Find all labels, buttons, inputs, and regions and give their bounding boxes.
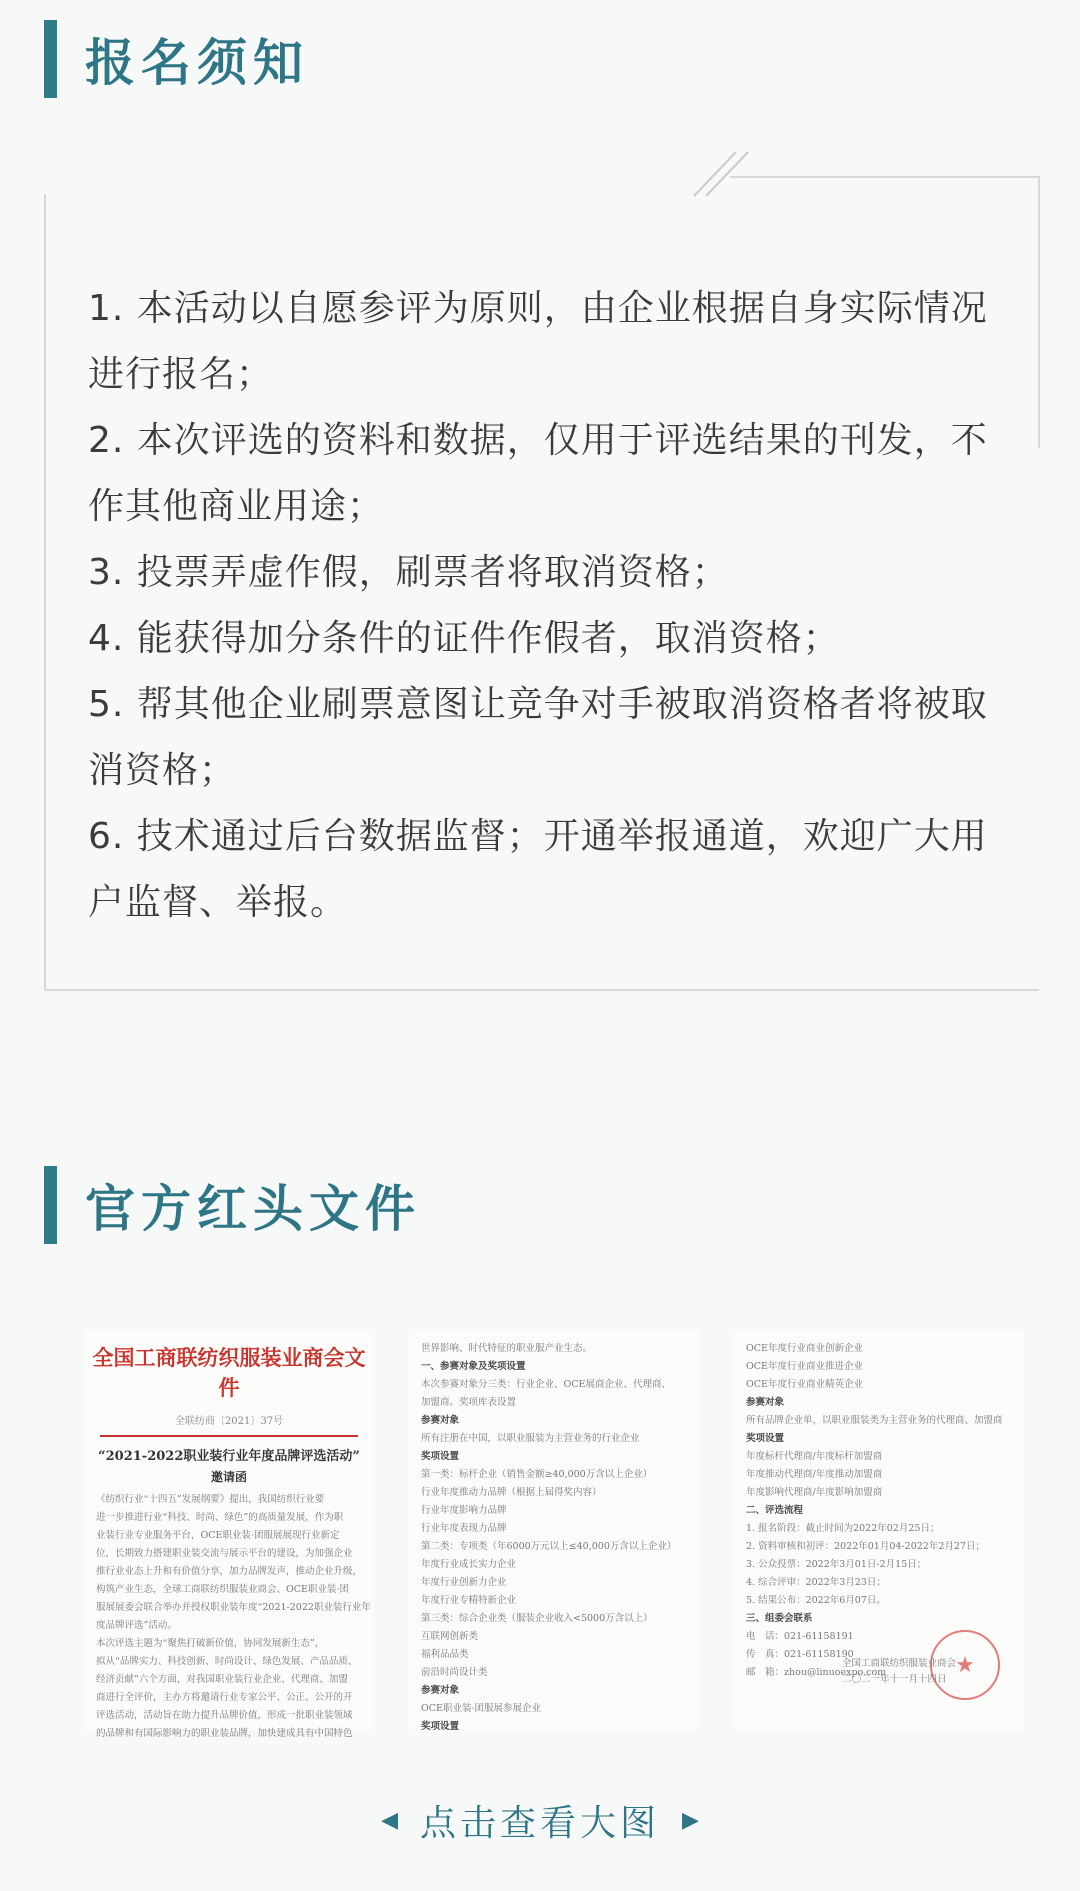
doc-line: 奖项设置 [746, 1433, 785, 1444]
notice-item: 5. 帮其他企业刷票意图让竞争对手被取消资格者将被取消资格； [88, 684, 988, 791]
doc-line: 所有注册在中国，以职业服装为主营业务的行业企业 [421, 1433, 640, 1444]
doc-line: 第一类：标杆企业（销售金额≥40,000万含以上企业） [421, 1469, 653, 1480]
doc-line: 评选活动，活动旨在助力提升品牌价值，形成一批职业装领域 [96, 1710, 353, 1721]
doc-line: 第三类：综合企业类（服装企业收入<5000万含以上） [421, 1613, 653, 1624]
doc-line: 《纺织行业“十四五”发展纲要》提出，我国纺织行业要 [96, 1494, 325, 1505]
sign-org: 全国工商联纺织服装业商会 [842, 1658, 957, 1669]
notice-item: 4. 能获得加分条件的证件作假者，取消资格； [88, 618, 840, 659]
doc-line: 奖项设置 [421, 1721, 460, 1732]
red-divider [100, 1435, 358, 1437]
doc-number: 全联纺商〔2021〕37号 [174, 1416, 284, 1427]
doc-event-title: “2021-2022职业装行业年度品牌评选活动” [98, 1449, 360, 1464]
doc-subtitle: 邀请函 [210, 1470, 247, 1484]
document-page-3[interactable] [734, 1330, 1024, 1730]
doc-line: 福利品品类 [421, 1649, 469, 1660]
doc-line: 构筑产业生态，全球工商联纺织服装业商会、OCE职业装·团 [96, 1584, 350, 1595]
doc-line: 二、评选流程 [746, 1505, 804, 1516]
decorative-slashes-icon [686, 148, 756, 198]
doc-red-header: 全国工商联纺织服装业商会文件 [92, 1345, 366, 1400]
doc-line: 4. 综合评审：2022年3月23日； [746, 1577, 886, 1588]
arrow-left-icon[interactable]: ◀ [381, 1807, 398, 1833]
accent-bar [44, 1166, 57, 1244]
doc-line: 年度行业创新力企业 [421, 1577, 507, 1588]
doc-line: 年度行业成长实力企业 [421, 1559, 517, 1570]
doc-line: 一、参赛对象及奖项设置 [421, 1361, 526, 1372]
arrow-right-icon[interactable]: ▶ [682, 1807, 699, 1833]
notice-item: 2. 本次评选的资料和数据，仅用于评选结果的刊发，不作其他商业用途； [88, 420, 988, 527]
doc-line: 年度推动代理商/年度推动加盟商 [746, 1469, 883, 1480]
doc-line: 所有品牌企业单，以职业服装类为主营业务的代理商、加盟商 [746, 1415, 1003, 1426]
view-large-image-label: 点击查看大图 [419, 1802, 660, 1844]
doc-line: 三、组委会联系 [746, 1613, 813, 1624]
section-header-official-docs [44, 1166, 421, 1244]
doc-line: 2. 资料审核和初评：2022年01月04-2022年2月27日； [746, 1541, 985, 1552]
notice-item: 1. 本活动以自愿参评为原则，由企业根据自身实际情况进行报名； [88, 288, 988, 395]
notice-item: 6. 技术通过后台数据监督；开通举报通道，欢迎广大用户监督、举报。 [88, 816, 988, 923]
doc-line: 世界影响、时代特征的职业服产业生态。 [421, 1343, 593, 1354]
doc-line: 加盟商。奖项库表设置 [421, 1397, 517, 1408]
doc-line: 行业年度推动力品牌（根据上届得奖内容） [421, 1487, 602, 1498]
doc-line: 电 话：021-61158191 [746, 1631, 854, 1642]
doc-line: OCE年度行业商业推进企业 [746, 1361, 863, 1372]
doc-line: 参赛对象 [421, 1685, 460, 1696]
doc-line: 拟从“品牌实力、科技创新、时尚设计、绿色发展、产品品质、 [96, 1656, 358, 1667]
doc-line: OCE年度行业商业创新企业 [746, 1343, 863, 1354]
doc-line: 进一步推进行业“科技、时尚、绿色”的高质量发展，作为职 [96, 1512, 344, 1523]
doc-signature [842, 1656, 956, 1688]
doc-line: 邮 箱：zhou@linuoexpo.com [746, 1667, 887, 1678]
notice-item: 3. 投票弄虚作假，刷票者将取消资格； [88, 552, 729, 593]
doc-line: 3. 公众投票：2022年3月01日-2月15日； [746, 1559, 927, 1570]
document-page-1[interactable] [84, 1330, 374, 1739]
doc-line: 服展展委会联合举办并授权职业装年度“2021-2022职业装行业年 [96, 1602, 371, 1613]
doc-line: 第二类：专项类（年6000万元以上≤40,000万含以上企业） [421, 1541, 677, 1552]
doc-line: 年度标杆代理商/年度标杆加盟商 [746, 1451, 883, 1462]
doc-line: 奖项设置 [421, 1451, 460, 1462]
doc-line: 传 真：021-61158190 [746, 1649, 854, 1660]
doc-line: 参赛对象 [746, 1397, 785, 1408]
accent-bar [44, 20, 57, 98]
doc-line: 业装行业专业服务平台，OCE职业装·团服展展现行业新定 [96, 1530, 340, 1541]
doc-line: 位，长期致力搭建职业装交流与展示平台的建设，为加强企业 [96, 1548, 353, 1559]
doc-line: 5. 结果公布：2022年6月07日。 [746, 1595, 886, 1606]
view-large-image-button[interactable] [0, 1790, 1080, 1850]
section-header-notice [44, 20, 309, 98]
doc-line: OCE年度行业商业精英企业 [746, 1379, 863, 1390]
doc-line: 推行业业态上升和有价值分享，加力品牌发声，推动企业升级， [96, 1566, 363, 1577]
doc-line: 本次评选主题为“聚焦打破新价值，协同发展新生态”， [96, 1638, 325, 1649]
doc-line: 的品牌和有国际影响力的职业装品牌，加快建成具有中国特色 [96, 1728, 353, 1739]
doc-body [84, 1491, 374, 1743]
doc-line: 商进行全评价，主办方将邀请行业专家公平、公正、公开的开 [96, 1692, 353, 1703]
document-gallery[interactable] [84, 1330, 1014, 1739]
section-title: 官方红头文件 [85, 1180, 421, 1238]
doc-line: OCE职业装·团服展参展企业 [421, 1703, 542, 1714]
sign-date: 二〇二一年十一月十四日 [842, 1674, 947, 1685]
doc-line: 年度影响代理商/年度影响加盟商 [746, 1487, 883, 1498]
doc-line: 本次参赛对象分三类：行业企业、OCE展商企业、代理商、 [421, 1379, 671, 1390]
official-seal-icon: ★ [930, 1630, 1000, 1700]
doc-line: 年度行业专精特新企业 [421, 1595, 517, 1606]
document-page-2[interactable] [409, 1330, 699, 1730]
doc-line: 互联网创新类 [421, 1631, 479, 1642]
doc-line: 1. 报名阶段：截止时间为2022年02月25日； [746, 1523, 940, 1534]
doc-line: 行业年度影响力品牌 [421, 1505, 507, 1516]
doc-line: 度品牌评选”活动。 [96, 1620, 177, 1631]
notice-list [88, 276, 1008, 936]
doc-line: 参赛对象 [421, 1415, 460, 1426]
doc-line: 前沿时尚设计类 [421, 1667, 488, 1678]
section-title: 报名须知 [85, 34, 309, 92]
doc-line: 经济贡献”六个方面，对我国职业装行业企业、代理商、加盟 [96, 1674, 348, 1685]
doc-line: 行业年度表现力品牌 [421, 1523, 507, 1534]
